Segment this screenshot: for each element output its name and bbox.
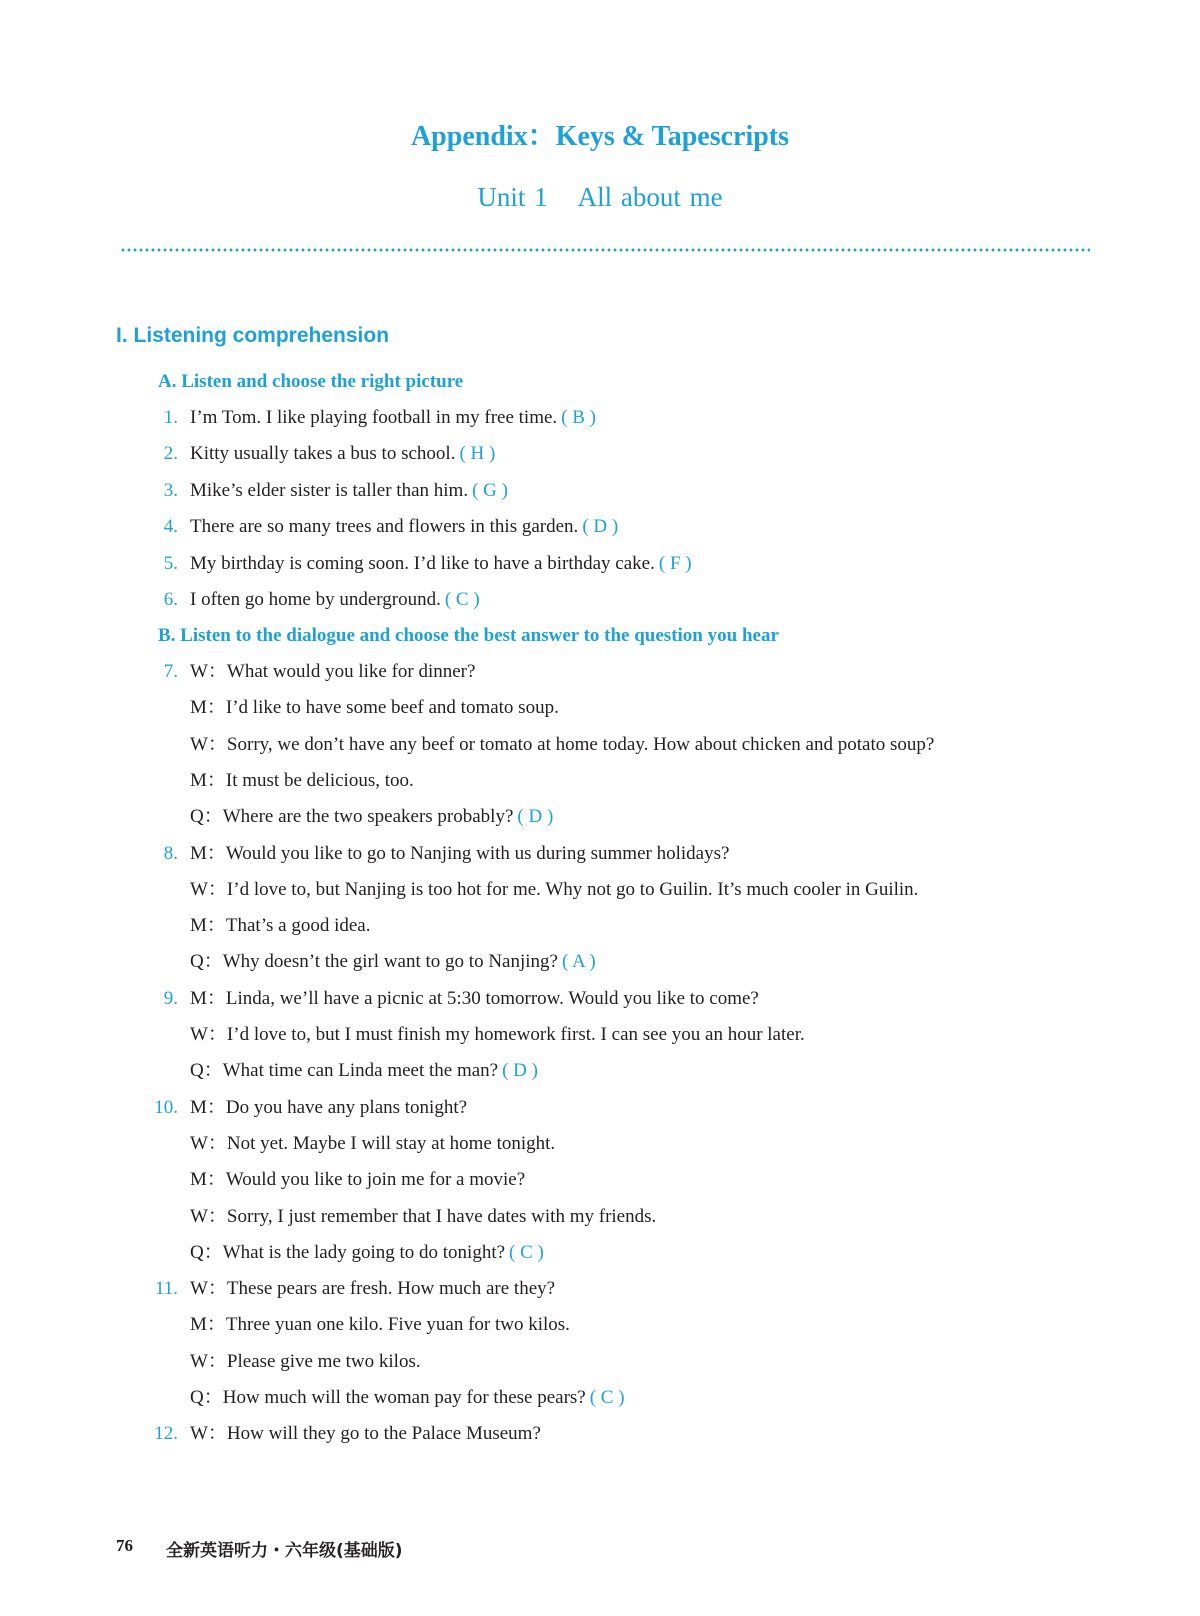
list-item (190, 1240, 544, 1266)
item-number: 1. (163, 407, 178, 428)
list-item (190, 1421, 541, 1447)
answer-key: ( C ) (589, 1387, 625, 1408)
item-number: 4. (163, 516, 178, 538)
answer-key: ( F ) (658, 552, 692, 574)
item-text: M：Do you have any plans tonight? (190, 1096, 468, 1118)
item-text: My birthday is coming soon. I’d like to have a birthday cake. (190, 552, 655, 574)
list-item (190, 478, 508, 504)
item-text: M：I’d like to have some beef and tomato soup. (190, 697, 559, 719)
item-text: M：Would you like to go to Nanjing with us during summer holidays? (190, 842, 730, 864)
item-number: 2. (163, 443, 178, 465)
list-item (190, 1167, 525, 1193)
answer-key: ( D ) (502, 1060, 538, 1082)
list-item (190, 841, 729, 867)
unit-heading (0, 182, 1200, 213)
item-text: W：Please give me two kilos. (190, 1350, 421, 1372)
list-item (190, 514, 618, 540)
item-text: W：Sorry, I just remember that I have dates with my friends. (190, 1205, 657, 1227)
part-b-heading: B. Listen to the dialogue and choose the best answer to the question you hear (158, 625, 779, 646)
item-text: Q：Why doesn’t the girl want to go to Nanjing? (190, 951, 558, 973)
item-text: W：Not yet. Maybe I will stay at home tonight. (190, 1132, 556, 1154)
item-text: There are so many trees and flowers in this garden. (190, 516, 579, 538)
answer-key: ( D ) (517, 806, 554, 828)
item-text: Q：Where are the two speakers probably? (190, 806, 514, 828)
answer-key: ( A ) (561, 951, 596, 973)
list-item (190, 913, 370, 939)
list-item (190, 441, 495, 467)
list-item (190, 551, 692, 577)
answer-key: ( C ) (509, 1241, 544, 1263)
list-item (190, 1131, 555, 1157)
list-item (190, 587, 480, 613)
list-item (190, 1058, 538, 1084)
item-text: M：It must be delicious, too. (190, 769, 414, 791)
list-item (190, 1204, 656, 1230)
answer-key: ( G ) (472, 479, 508, 501)
item-text: M：Three yuan one kilo. Five yuan for two kilos. (190, 1314, 570, 1336)
item-text: Q：What time can Linda meet the man? (190, 1060, 499, 1082)
item-number: 6. (163, 589, 178, 610)
answer-key: ( H ) (459, 443, 496, 465)
item-text: W：What would you like for dinner? (190, 661, 476, 682)
item-number: 8. (163, 842, 178, 864)
item-text: M：Linda, we’ll have a picnic at 5:30 tomorrow. Would you like to come? (190, 987, 759, 1009)
list-item (190, 405, 596, 431)
list-item (190, 1349, 421, 1375)
list-item (190, 1095, 467, 1121)
item-number: 10. (154, 1096, 178, 1118)
list-item (190, 1385, 625, 1411)
list-item (190, 1276, 555, 1302)
list-item (190, 1022, 805, 1048)
section-heading: I. Listening comprehension (116, 324, 390, 347)
item-number: 12. (154, 1423, 178, 1445)
answer-key: ( D ) (582, 516, 619, 538)
list-item (190, 659, 475, 685)
item-number: 11. (154, 1278, 178, 1300)
item-number: 7. (163, 661, 178, 682)
item-text: I often go home by underground. (190, 589, 441, 610)
item-number: 9. (163, 987, 178, 1009)
unit-number: Unit 1 (477, 182, 548, 212)
item-text: Q：How much will the woman pay for these pears? (190, 1387, 586, 1408)
list-item (190, 877, 918, 903)
item-number: 3. (163, 479, 178, 501)
item-text: W：Sorry, we don’t have any beef or tomato at home today. How about chicken and potato soup? (190, 733, 935, 755)
item-text: W：I’d love to, but Nanjing is too hot for me. Why not go to Guilin. It’s much cooler in Guilin. (190, 878, 919, 900)
item-text: M：Would you like to join me for a movie? (190, 1169, 526, 1191)
answer-key: ( C ) (444, 589, 480, 610)
item-text: Kitty usually takes a bus to school. (190, 443, 456, 465)
item-text: Mike’s elder sister is taller than him. (190, 479, 469, 501)
page-number: 76 (116, 1536, 133, 1555)
item-text: W：These pears are fresh. How much are they? (190, 1278, 556, 1300)
list-item (190, 768, 414, 794)
unit-title: All about me (577, 182, 723, 212)
page-title: Appendix：Keys & Tapescripts (410, 121, 790, 152)
list-item (190, 732, 934, 758)
list-item (190, 804, 553, 830)
item-text: I’m Tom. I like playing football in my free time. (190, 407, 558, 428)
dotted-divider (120, 248, 1090, 252)
list-item (190, 986, 759, 1012)
item-text: M：That’s a good idea. (190, 915, 371, 937)
item-text: W：I’d love to, but I must finish my homework first. I can see you an hour later. (190, 1024, 805, 1045)
book-title: 全新英语听力・六年级(基础版) (166, 1541, 403, 1561)
item-text: Q：What is the lady going to do tonight? (190, 1241, 506, 1263)
list-item (190, 695, 559, 721)
list-item (190, 1312, 570, 1338)
part-a-heading: A. Listen and choose the right picture (158, 371, 464, 392)
answer-key: ( B ) (561, 407, 596, 428)
item-text: W：How will they go to the Palace Museum? (190, 1423, 541, 1445)
item-number: 5. (163, 552, 178, 574)
list-item (190, 949, 596, 975)
